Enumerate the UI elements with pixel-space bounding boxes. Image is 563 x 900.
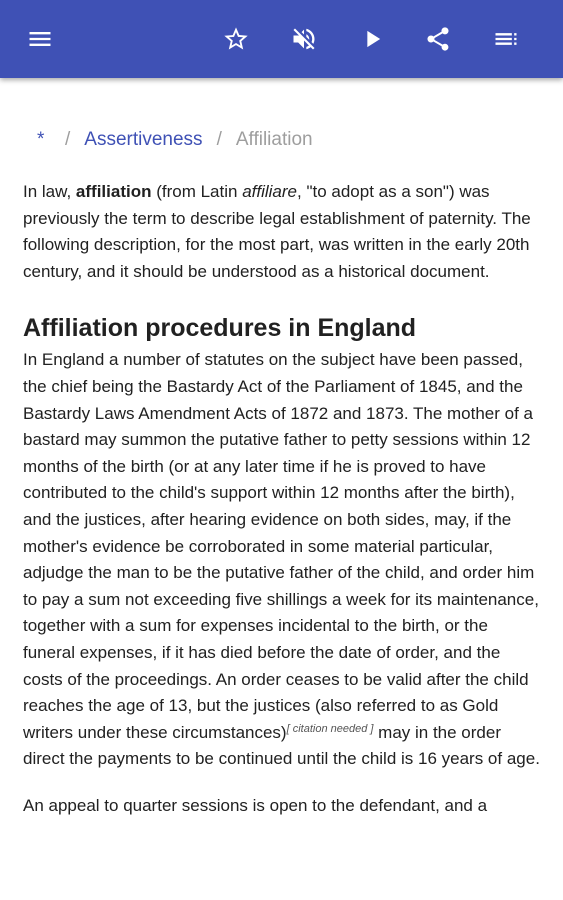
play-button[interactable]	[352, 19, 392, 59]
star-outline-icon	[222, 25, 250, 53]
toc-button[interactable]	[486, 19, 526, 59]
app-bar	[0, 0, 563, 78]
mute-button[interactable]	[284, 19, 324, 59]
share-icon	[424, 25, 452, 53]
menu-button[interactable]	[20, 19, 60, 59]
section-text: may in the order direct the payments to be continued until the child is 16 years of age.	[23, 722, 540, 769]
article-content	[23, 78, 543, 819]
breadcrumb-home[interactable]: *	[37, 129, 45, 150]
intro-text: (from Latin	[151, 182, 243, 201]
intro-paragraph	[23, 179, 543, 285]
intro-term: affiliation	[75, 182, 152, 201]
intro-text: In law,	[23, 182, 76, 201]
intro-latin: affiliare	[242, 182, 297, 201]
table-of-contents-icon	[492, 25, 520, 53]
favorite-button[interactable]	[216, 19, 256, 59]
breadcrumb-separator: /	[65, 129, 71, 150]
breadcrumb-separator: /	[216, 129, 222, 150]
breadcrumb-parent[interactable]: Assertiveness	[84, 129, 203, 150]
section-text: In England a number of statutes on the subject have been passed, the chief being the Bastardy Act of the Parliament of 1845, and the Bastardy Laws Amendment Acts of 1872 and 1873. The mother of a bastard may summon the putative father to petty sessions within 12 months of the birth (or at any later time if he is proved to have contributed to the child's support within 12 months after the birth), and the justices, after hearing evidence on both sides, may, if the mother's evidence be corroborated in some material particular, adjudge the man to be the putative father of the child, and order him to pay a sum not exceeding five shillings a week for its maintenance, together with a sum for expenses incidental to the birth, or the funeral expenses, if it has died before the date of order, and the costs of the proceedings. An order ceases to be valid after the child reaches the age of 13, but the justices (also referred to as Gold writers under these circumstances)	[23, 350, 539, 742]
breadcrumb-current: Affiliation	[235, 129, 313, 150]
section-paragraph	[23, 347, 543, 773]
volume-off-icon	[290, 25, 318, 53]
section-heading: Affiliation procedures in England	[23, 314, 417, 343]
citation-needed-link[interactable]: [ citation needed ]	[286, 722, 374, 735]
next-paragraph: An appeal to quarter sessions is open to the defendant, and a	[23, 795, 488, 815]
menu-icon	[26, 25, 54, 53]
intro-text: , "to adopt as a son") was previously the term to describe legal establishment of paternity. The following description, for the most part, was written in the early 20th century, and it should be understood as a historical document.	[23, 182, 531, 281]
share-button[interactable]	[418, 19, 458, 59]
breadcrumb	[23, 127, 543, 153]
play-icon	[358, 25, 386, 53]
